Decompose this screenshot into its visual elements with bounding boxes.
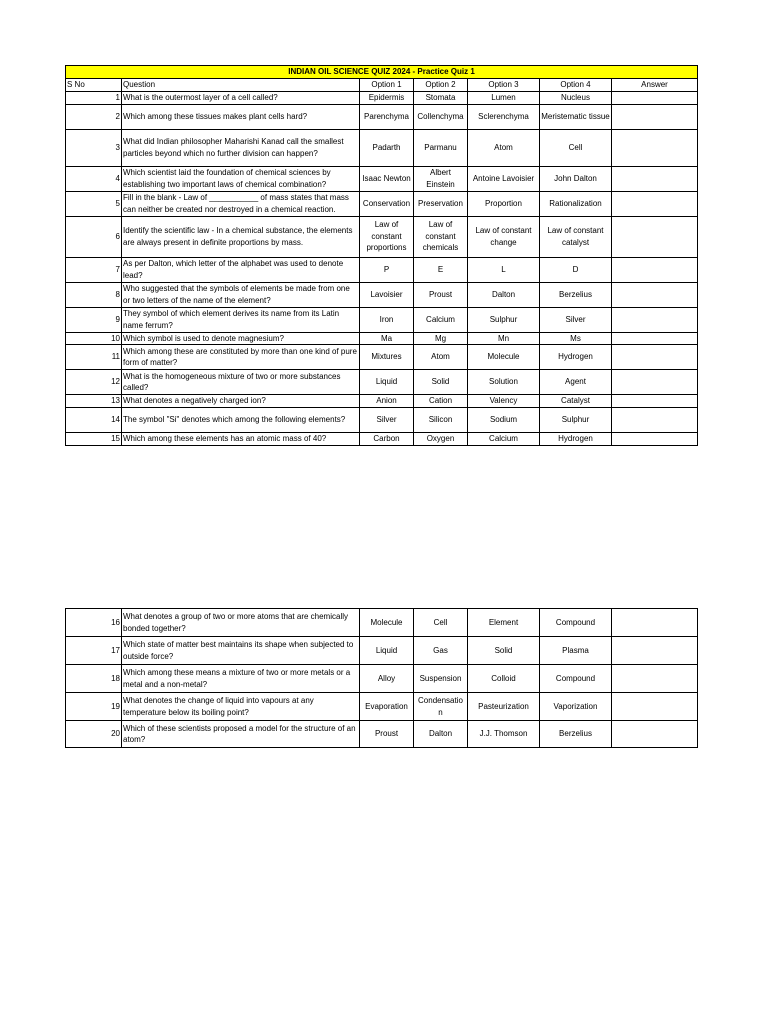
answer-cell — [612, 721, 698, 748]
answer-cell — [612, 665, 698, 693]
question-row — [66, 216, 698, 257]
option-4: Hydrogen — [540, 345, 612, 370]
question-number: 3 — [66, 129, 122, 166]
question-row — [66, 129, 698, 166]
question-row — [66, 665, 698, 693]
option-3: Mn — [468, 332, 540, 345]
quiz-table-page-2 — [65, 608, 698, 748]
option-3: Law of constant change — [468, 216, 540, 257]
answer-cell — [612, 91, 698, 104]
question-number: 1 — [66, 91, 122, 104]
option-4: John Dalton — [540, 166, 612, 191]
option-4: Compound — [540, 609, 612, 637]
question-number: 14 — [66, 407, 122, 432]
option-4: Berzelius — [540, 721, 612, 748]
header-option-3: Option 3 — [468, 79, 540, 92]
header-row — [66, 79, 698, 92]
question-text: Which among these means a mixture of two or more metals or a metal and a non-metal? — [122, 665, 360, 693]
header-option-1: Option 1 — [360, 79, 414, 92]
option-2: Cell — [414, 609, 468, 637]
question-number: 19 — [66, 693, 122, 721]
question-text: Which of these scientists proposed a model for the structure of an atom? — [122, 721, 360, 748]
option-3: Solid — [468, 637, 540, 665]
option-3: J.J. Thomson — [468, 721, 540, 748]
option-4: Silver — [540, 307, 612, 332]
question-row — [66, 282, 698, 307]
question-number: 4 — [66, 166, 122, 191]
question-number: 15 — [66, 432, 122, 445]
question-row — [66, 693, 698, 721]
answer-cell — [612, 282, 698, 307]
question-text: Which among these elements has an atomic mass of 40? — [122, 432, 360, 445]
option-3: Sodium — [468, 407, 540, 432]
option-1: Iron — [360, 307, 414, 332]
question-row — [66, 395, 698, 408]
option-3: Pasteurization — [468, 693, 540, 721]
option-1: Law of constant proportions — [360, 216, 414, 257]
answer-cell — [612, 407, 698, 432]
question-number: 10 — [66, 332, 122, 345]
question-text: What did Indian philosopher Maharishi Kanad call the smallest particles beyond which no further division can happen? — [122, 129, 360, 166]
option-1: Silver — [360, 407, 414, 432]
option-4: Hydrogen — [540, 432, 612, 445]
question-row — [66, 91, 698, 104]
option-4: D — [540, 257, 612, 282]
option-4: Berzelius — [540, 282, 612, 307]
option-4: Plasma — [540, 637, 612, 665]
header-sno: S No — [66, 79, 122, 92]
option-3: Solution — [468, 370, 540, 395]
question-row — [66, 257, 698, 282]
question-number: 13 — [66, 395, 122, 408]
question-text: What denotes a group of two or more atoms that are chemically bonded together? — [122, 609, 360, 637]
question-text: Which state of matter best maintains its shape when subjected to outside force? — [122, 637, 360, 665]
option-2: Proust — [414, 282, 468, 307]
option-2: Preservation — [414, 191, 468, 216]
option-4: Nucleus — [540, 91, 612, 104]
question-text: Fill in the blank - Law of ___________ of mass states that mass can neither be created nor destroyed in a chemical reaction. — [122, 191, 360, 216]
option-1: Evaporation — [360, 693, 414, 721]
question-row — [66, 637, 698, 665]
header-option-2: Option 2 — [414, 79, 468, 92]
option-2: Mg — [414, 332, 468, 345]
question-number: 20 — [66, 721, 122, 748]
option-3: Element — [468, 609, 540, 637]
option-3: Atom — [468, 129, 540, 166]
question-number: 9 — [66, 307, 122, 332]
option-3: Dalton — [468, 282, 540, 307]
question-text: What denotes the change of liquid into vapours at any temperature below its boiling point? — [122, 693, 360, 721]
option-1: P — [360, 257, 414, 282]
quiz-title: INDIAN OIL SCIENCE QUIZ 2024 - Practice Quiz 1 — [66, 66, 698, 79]
question-text: Which scientist laid the foundation of chemical sciences by establishing two important laws of chemical combination? — [122, 166, 360, 191]
option-2: Parmanu — [414, 129, 468, 166]
header-question: Question — [122, 79, 360, 92]
option-3: Calcium — [468, 432, 540, 445]
question-row — [66, 307, 698, 332]
option-2: Stomata — [414, 91, 468, 104]
option-4: Rationalization — [540, 191, 612, 216]
header-answer: Answer — [612, 79, 698, 92]
answer-cell — [612, 257, 698, 282]
answer-cell — [612, 166, 698, 191]
question-text: Who suggested that the symbols of elements be made from one or two letters of the name of the element? — [122, 282, 360, 307]
option-2: Suspension — [414, 665, 468, 693]
answer-cell — [612, 129, 698, 166]
option-4: Agent — [540, 370, 612, 395]
option-1: Isaac Newton — [360, 166, 414, 191]
option-4: Meristematic tissue — [540, 104, 612, 129]
option-2: Cation — [414, 395, 468, 408]
option-2: Dalton — [414, 721, 468, 748]
option-1: Liquid — [360, 370, 414, 395]
question-text: Identify the scientific law - In a chemical substance, the elements are always present in definite proportions by mass. — [122, 216, 360, 257]
question-number: 6 — [66, 216, 122, 257]
question-row — [66, 345, 698, 370]
question-text: The symbol "Si" denotes which among the following elements? — [122, 407, 360, 432]
answer-cell — [612, 370, 698, 395]
option-4: Sulphur — [540, 407, 612, 432]
option-4: Law of constant catalyst — [540, 216, 612, 257]
question-text: They symbol of which element derives its name from its Latin name ferrum? — [122, 307, 360, 332]
question-row — [66, 609, 698, 637]
question-number: 17 — [66, 637, 122, 665]
option-2: Gas — [414, 637, 468, 665]
option-2: Condensatio n — [414, 693, 468, 721]
quiz-table-page-1 — [65, 65, 698, 446]
option-1: Proust — [360, 721, 414, 748]
option-1: Parenchyma — [360, 104, 414, 129]
question-text: As per Dalton, which letter of the alphabet was used to denote lead? — [122, 257, 360, 282]
option-1: Anion — [360, 395, 414, 408]
option-3: Proportion — [468, 191, 540, 216]
option-1: Molecule — [360, 609, 414, 637]
question-row — [66, 332, 698, 345]
option-4: Compound — [540, 665, 612, 693]
option-2: Calcium — [414, 307, 468, 332]
question-number: 18 — [66, 665, 122, 693]
option-3: Lumen — [468, 91, 540, 104]
option-4: Ms — [540, 332, 612, 345]
option-4: Vaporization — [540, 693, 612, 721]
answer-cell — [612, 637, 698, 665]
question-number: 16 — [66, 609, 122, 637]
question-number: 7 — [66, 257, 122, 282]
answer-cell — [612, 693, 698, 721]
option-3: L — [468, 257, 540, 282]
option-4: Catalyst — [540, 395, 612, 408]
option-3: Molecule — [468, 345, 540, 370]
option-3: Sclerenchyma — [468, 104, 540, 129]
question-row — [66, 721, 698, 748]
option-1: Epidermis — [360, 91, 414, 104]
option-2: Silicon — [414, 407, 468, 432]
question-text: Which symbol is used to denote magnesium? — [122, 332, 360, 345]
question-row — [66, 104, 698, 129]
option-3: Antoine Lavoisier — [468, 166, 540, 191]
option-2: Oxygen — [414, 432, 468, 445]
option-1: Mixtures — [360, 345, 414, 370]
question-number: 5 — [66, 191, 122, 216]
option-1: Lavoisier — [360, 282, 414, 307]
question-row — [66, 407, 698, 432]
option-1: Carbon — [360, 432, 414, 445]
answer-cell — [612, 395, 698, 408]
answer-cell — [612, 307, 698, 332]
question-text: What denotes a negatively charged ion? — [122, 395, 360, 408]
question-text: Which among these are constituted by more than one kind of pure form of matter? — [122, 345, 360, 370]
question-row — [66, 370, 698, 395]
option-2: Collenchyma — [414, 104, 468, 129]
question-text: Which among these tissues makes plant cells hard? — [122, 104, 360, 129]
option-1: Alloy — [360, 665, 414, 693]
option-1: Padarth — [360, 129, 414, 166]
question-row — [66, 432, 698, 445]
answer-cell — [612, 216, 698, 257]
answer-cell — [612, 191, 698, 216]
option-2: Law of constant chemicals — [414, 216, 468, 257]
option-2: E — [414, 257, 468, 282]
question-row — [66, 191, 698, 216]
option-1: Liquid — [360, 637, 414, 665]
question-text: What is the homogeneous mixture of two or more substances called? — [122, 370, 360, 395]
answer-cell — [612, 432, 698, 445]
option-2: Solid — [414, 370, 468, 395]
answer-cell — [612, 332, 698, 345]
question-number: 8 — [66, 282, 122, 307]
option-1: Conservation — [360, 191, 414, 216]
option-2: Atom — [414, 345, 468, 370]
answer-cell — [612, 609, 698, 637]
question-text: What is the outermost layer of a cell called? — [122, 91, 360, 104]
option-2: Albert Einstein — [414, 166, 468, 191]
question-number: 2 — [66, 104, 122, 129]
question-number: 11 — [66, 345, 122, 370]
option-3: Sulphur — [468, 307, 540, 332]
header-option-4: Option 4 — [540, 79, 612, 92]
answer-cell — [612, 104, 698, 129]
answer-cell — [612, 345, 698, 370]
question-row — [66, 166, 698, 191]
option-3: Valency — [468, 395, 540, 408]
option-1: Ma — [360, 332, 414, 345]
question-number: 12 — [66, 370, 122, 395]
option-4: Cell — [540, 129, 612, 166]
option-3: Colloid — [468, 665, 540, 693]
